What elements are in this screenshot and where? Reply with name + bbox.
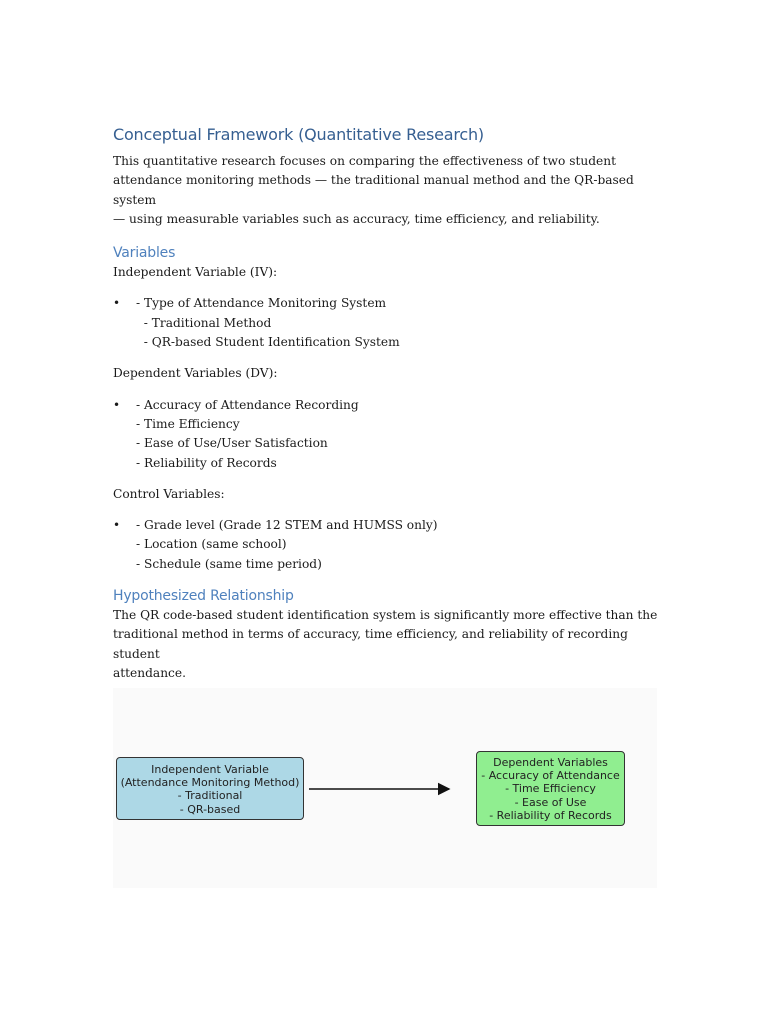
list-item: - Grade level (Grade 12 STEM and HUMSS only) <box>136 518 438 533</box>
list-item: - Time Efficiency <box>136 416 240 431</box>
bullet-icon: • <box>113 296 121 311</box>
hypothesis-line: attendance. <box>113 665 186 680</box>
dv-label: Dependent Variables (DV): <box>113 366 278 381</box>
list-item: - Accuracy of Attendance Recording <box>136 397 359 412</box>
dependent-variables-box <box>476 751 625 826</box>
document-page <box>113 124 658 717</box>
list-item: - Schedule (same time period) <box>136 556 322 571</box>
iv-label: Independent Variable (IV): <box>113 265 278 280</box>
framework-diagram <box>113 688 657 888</box>
control-bullet-list <box>113 516 658 574</box>
iv-box-line: (Attendance Monitoring Method) <box>120 776 300 790</box>
hypothesis-heading: Hypothesized Relationship <box>113 588 294 605</box>
list-item: - Traditional Method <box>136 315 272 330</box>
iv-bullet-list <box>113 294 658 352</box>
hypothesis-paragraph <box>113 606 658 683</box>
intro-line: — using measurable variables such as accuracy, time efficiency, and reliability. <box>113 211 600 226</box>
intro-line: This quantitative research focuses on comparing the effectiveness of two student <box>113 154 616 168</box>
dv-box-line: - Reliability of Records <box>489 808 612 822</box>
list-item: - Reliability of Records <box>136 455 277 470</box>
hypothesis-line: traditional method in terms of accuracy, time efficiency, and reliability of recording student <box>113 627 628 661</box>
list-item: - QR-based Student Identification System <box>136 335 400 350</box>
dv-box-line: - Time Efficiency <box>505 782 596 796</box>
list-item: - Location (same school) <box>136 537 287 552</box>
intro-paragraph <box>113 152 658 229</box>
bullet-icon: • <box>113 397 121 412</box>
variables-heading: Variables <box>113 245 176 262</box>
bullet-icon: • <box>113 518 121 533</box>
dv-box-line: - Accuracy of Attendance <box>481 769 620 783</box>
iv-box-line: - Traditional <box>177 789 243 803</box>
dv-bullet-list <box>113 396 658 473</box>
list-item: - Ease of Use/User Satisfaction <box>136 436 328 451</box>
iv-box-line: Independent Variable <box>151 763 269 776</box>
iv-box-line: - QR-based <box>179 802 241 816</box>
document-title: Conceptual Framework (Quantitative Research) <box>113 125 484 144</box>
dv-box-line: - Ease of Use <box>514 795 587 809</box>
dv-box-line: Dependent Variables <box>493 756 608 769</box>
list-item: - Type of Attendance Monitoring System <box>136 296 387 311</box>
control-label: Control Variables: <box>113 486 225 501</box>
hypothesis-line: The QR code-based student identification system is significantly more effective than the <box>113 608 658 623</box>
intro-line: attendance monitoring methods — the traditional manual method and the QR-based system <box>113 173 634 207</box>
